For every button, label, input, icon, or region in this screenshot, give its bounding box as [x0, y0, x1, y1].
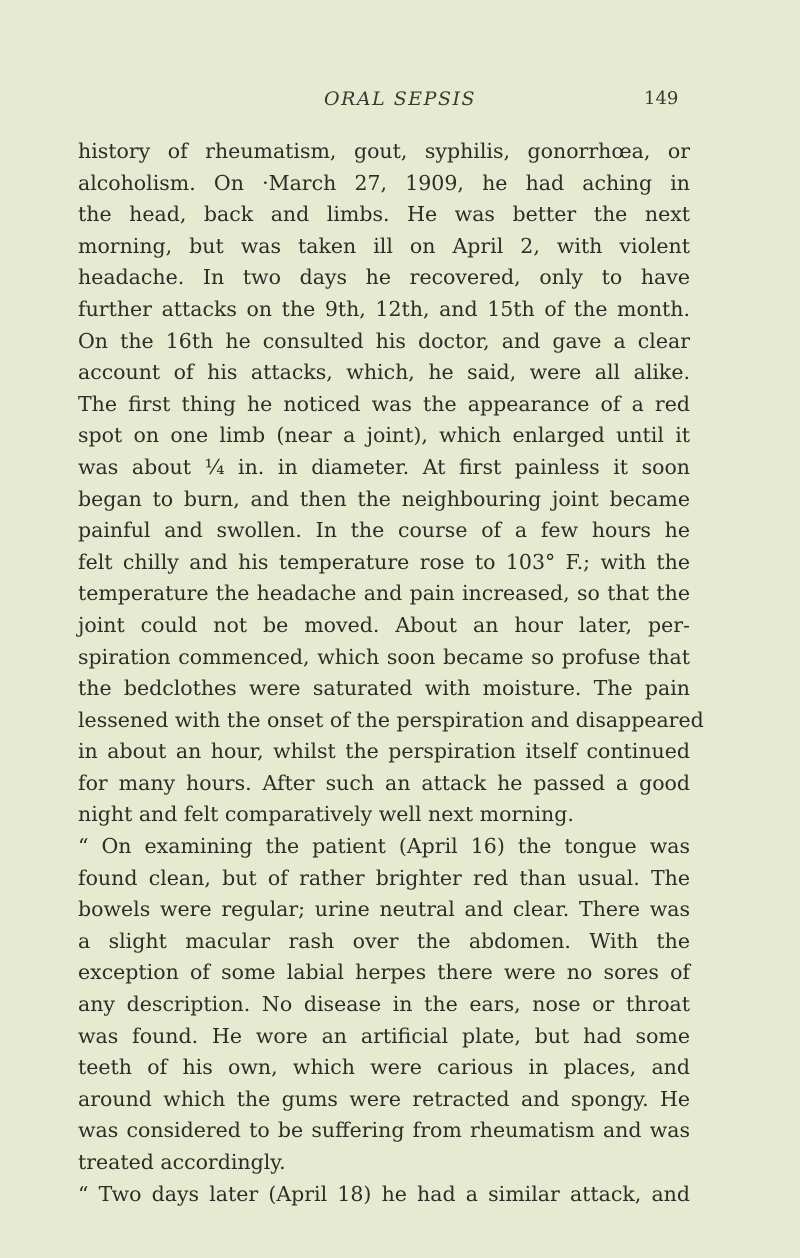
text-line: teeth of his own, which were carious in places, and	[78, 1055, 690, 1080]
text-line: was considered to be suffering from rheumatism and was	[78, 1118, 690, 1143]
page-number: 149	[644, 88, 679, 109]
text-line: history of rheumatism, gout, syphilis, gonorrhœa, or	[78, 139, 690, 163]
text-line: “ On examining the patient (April 16) the tongue was	[78, 834, 690, 859]
text-line: was found. He wore an artificial plate, but had some	[78, 1023, 690, 1048]
text-line: morning, but was taken ill on April 2, with violent	[78, 233, 690, 258]
text-line: night and felt comparatively well next morning.	[78, 802, 574, 827]
running-title: ORAL SEPSIS	[324, 88, 476, 110]
text-line: found clean, but of rather brighter red than usual. The	[78, 865, 690, 890]
text-line: the head, back and limbs. He was better the next	[78, 202, 690, 227]
text-line: was about ¼ in. in diameter. At first painless it soon	[78, 454, 690, 479]
text-line: further attacks on the 9th, 12th, and 15th of the month.	[78, 296, 690, 321]
text-line: a slight macular rash over the abdomen. With the	[78, 928, 690, 953]
text-line: bowels were regular; urine neutral and clear. There was	[78, 897, 690, 922]
text-line: lessened with the onset of the perspiration and disappeared	[78, 707, 704, 732]
text-line: treated accordingly.	[78, 1150, 286, 1174]
text-line: in about an hour, whilst the perspiration itself continued	[78, 739, 690, 764]
text-line: The first thing he noticed was the appearance of a red	[78, 391, 690, 416]
text-line: painful and swollen. In the course of a few hours he	[78, 518, 690, 543]
text-line: account of his attacks, which, he said, were all alike.	[78, 360, 690, 385]
body-text	[78, 136, 704, 1210]
text-line: alcoholism. On ·March 27, 1909, he had aching in	[78, 170, 690, 195]
text-line: On the 16th he consulted his doctor, and gave a clear	[78, 328, 690, 353]
text-line: spot on one limb (near a joint), which enlarged until it	[78, 423, 690, 448]
text-line: headache. In two days he recovered, only to have	[78, 265, 690, 290]
text-line: around which the gums were retracted and spongy. He	[78, 1086, 690, 1111]
text-line: the bedclothes were saturated with moisture. The pain	[78, 676, 690, 701]
text-line: felt chilly and his temperature rose to 103° F.; with the	[78, 549, 690, 574]
text-line: exception of some labial herpes there were no sores of	[78, 960, 690, 985]
text-line: any description. No disease in the ears, nose or throat	[78, 992, 690, 1017]
text-line: “ Two days later (April 18) he had a similar attack, and	[78, 1181, 690, 1206]
text-line: temperature the headache and pain increased, so that the	[78, 581, 690, 606]
text-line: for many hours. After such an attack he passed a good	[78, 770, 690, 795]
text-line: spiration commenced, which soon became so profuse that	[78, 644, 690, 669]
text-line: began to burn, and then the neighbouring joint became	[78, 486, 690, 511]
text-line: joint could not be moved. About an hour later, per-	[78, 612, 690, 637]
